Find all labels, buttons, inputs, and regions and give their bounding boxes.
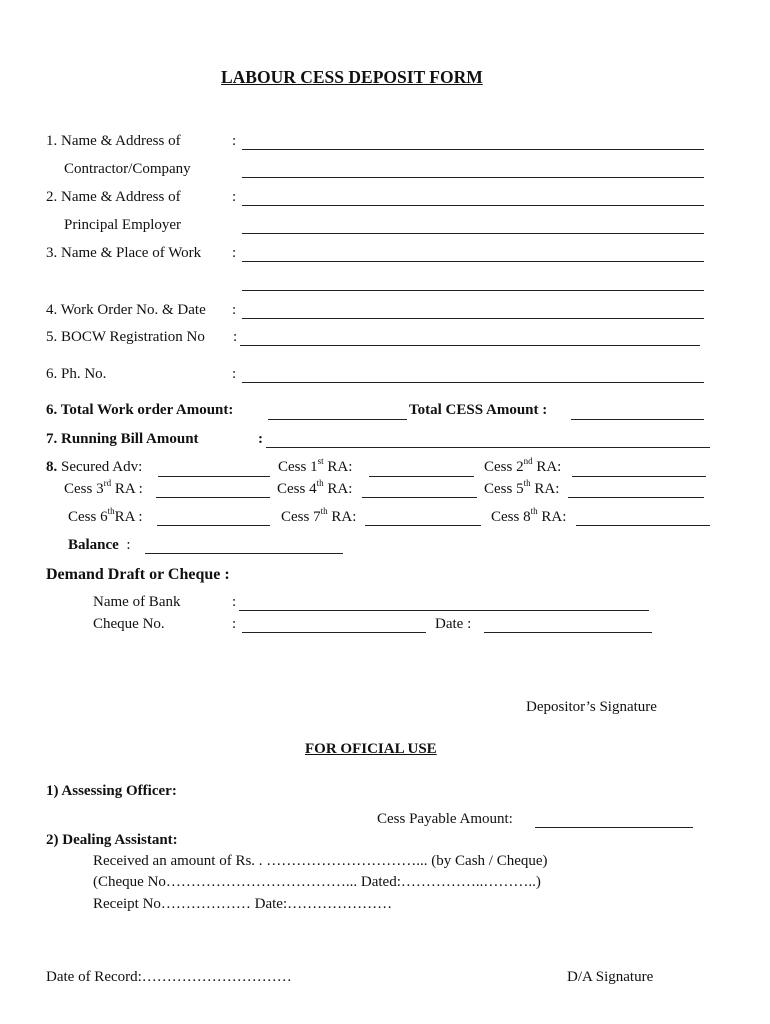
field-6-label: 6. Ph. No. <box>46 366 107 382</box>
cess-4-line[interactable] <box>362 497 477 498</box>
cheque-details-line: (Cheque No………………………………... Dated:……………..………..) <box>93 874 541 890</box>
work-order-line[interactable] <box>242 318 704 319</box>
cess-5-label: Cess 5th RA: <box>484 478 560 497</box>
cheque-date-label: Date : <box>435 616 472 632</box>
running-bill-colon: : <box>258 431 263 447</box>
field-1-label: 1. Name & Address of <box>46 133 181 149</box>
received-amount-line: Received an amount of Rs. . …………………………... (by Cash / Cheque) <box>93 853 548 869</box>
cess-7-line[interactable] <box>365 525 481 526</box>
cess-1-line[interactable] <box>369 476 474 477</box>
cess-7-label: Cess 7th RA: <box>281 506 357 525</box>
cheque-no-line[interactable] <box>242 632 426 633</box>
depositor-signature: Depositor’s Signature <box>526 699 657 715</box>
cess-5-line[interactable] <box>568 497 704 498</box>
field-6-colon: : <box>232 366 237 382</box>
bank-name-colon: : <box>232 594 237 610</box>
cess-3-label: Cess 3rd RA : <box>64 478 143 497</box>
bank-name-label: Name of Bank <box>93 594 181 610</box>
cheque-date-line[interactable] <box>484 632 652 633</box>
field-2-colon: : <box>232 189 237 205</box>
contractor-address-line-2[interactable] <box>242 177 704 178</box>
official-use-heading: FOR OFICIAL USE <box>305 741 437 757</box>
dealing-assistant-label: 2) Dealing Assistant: <box>46 832 178 848</box>
principal-employer-line-2[interactable] <box>242 233 704 234</box>
running-bill-label: 7. Running Bill Amount <box>46 431 199 447</box>
cess-payable-label: Cess Payable Amount: <box>377 811 513 827</box>
place-of-work-line-1[interactable] <box>242 261 704 262</box>
assessing-officer-label: 1) Assessing Officer: <box>46 783 177 799</box>
demand-draft-heading: Demand Draft or Cheque : <box>46 566 230 583</box>
secured-adv-line[interactable] <box>158 476 270 477</box>
balance-label: Balance : <box>68 537 131 553</box>
field-3-colon: : <box>232 245 237 261</box>
secured-adv-label: 8. Secured Adv: <box>46 459 143 475</box>
bank-name-line[interactable] <box>239 610 649 611</box>
field-2-label-cont: Principal Employer <box>64 217 182 233</box>
place-of-work-line-2[interactable] <box>242 290 704 291</box>
field-2-label: 2. Name & Address of <box>46 189 181 205</box>
field-5-colon: : <box>233 329 238 345</box>
field-4-colon: : <box>232 302 237 318</box>
cess-1-label: Cess 1st RA: <box>278 456 353 475</box>
da-signature: D/A Signature <box>567 969 654 985</box>
total-work-order-label: 6. Total Work order Amount: <box>46 402 234 418</box>
principal-employer-line-1[interactable] <box>242 205 704 206</box>
total-cess-label: Total CESS Amount : <box>409 402 548 418</box>
running-bill-line[interactable] <box>266 447 710 448</box>
field-4-label: 4. Work Order No. & Date <box>46 302 206 318</box>
contractor-name-line-1[interactable] <box>242 149 704 150</box>
cess-6-line[interactable] <box>157 525 270 526</box>
field-5-label: 5. BOCW Registration No <box>46 329 205 345</box>
cess-6-label: Cess 6thRA : <box>68 506 143 525</box>
bocw-registration-line[interactable] <box>240 345 700 346</box>
balance-line[interactable] <box>145 553 343 554</box>
receipt-line: Receipt No……………… Date:………………… <box>93 896 393 912</box>
cheque-no-colon: : <box>232 616 237 632</box>
phone-line[interactable] <box>242 382 704 383</box>
field-3-label: 3. Name & Place of Work <box>46 245 202 261</box>
cess-3-line[interactable] <box>156 497 270 498</box>
cess-2-label: Cess 2nd RA: <box>484 456 562 475</box>
cheque-no-label: Cheque No. <box>93 616 165 632</box>
total-cess-line[interactable] <box>571 419 704 420</box>
form-title: LABOUR CESS DEPOSIT FORM <box>221 67 483 87</box>
cess-2-line[interactable] <box>572 476 706 477</box>
cess-8-line[interactable] <box>576 525 710 526</box>
field-1-colon: : <box>232 133 237 149</box>
date-of-record: Date of Record:………………………… <box>46 969 292 985</box>
cess-8-label: Cess 8th RA: <box>491 506 567 525</box>
total-work-order-line[interactable] <box>268 419 407 420</box>
cess-payable-line[interactable] <box>535 827 693 828</box>
field-1-label-cont: Contractor/Company <box>64 161 191 177</box>
cess-4-label: Cess 4th RA: <box>277 478 353 497</box>
